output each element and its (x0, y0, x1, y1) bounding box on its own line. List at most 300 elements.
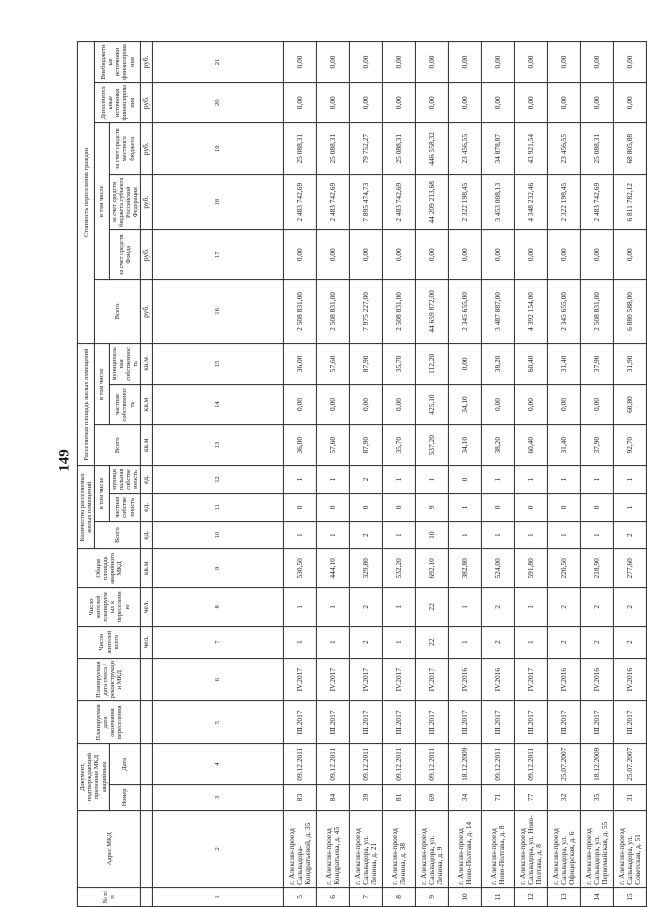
table-cell: 0,00 (548, 230, 581, 279)
table-cell: 0,00 (317, 384, 350, 425)
table-cell: III.2017 (614, 701, 647, 744)
table-cell: 1 (449, 626, 482, 658)
table-cell: 6 880 588,00 (614, 279, 647, 343)
table-cell: III.2017 (383, 701, 416, 744)
table-cell: 0,00 (515, 82, 548, 123)
table-cell: 69 (416, 785, 449, 811)
table-cell: 2 (482, 588, 515, 627)
table-cell: 0,00 (350, 82, 383, 123)
table-cell: 6 811 782,12 (614, 174, 647, 230)
table-cell: III.2017 (548, 701, 581, 744)
table-cell: IV.2016 (449, 658, 482, 701)
header-cost-total: Всего (95, 279, 141, 343)
column-number-cell: 8 (152, 588, 284, 627)
header-rooms-municipal: муниципальная собственность (109, 466, 141, 494)
table-cell: 2 345 655,00 (449, 279, 482, 343)
table-cell: 83 (284, 785, 317, 811)
table-cell: 34,10 (449, 384, 482, 425)
column-number-cell: 17 (152, 230, 284, 279)
table-cell: 444,10 (317, 549, 350, 588)
table-row (548, 42, 581, 907)
unit-cell: руб. (141, 42, 152, 83)
column-number-cell: 1 (152, 887, 284, 906)
header-doc-group: Документ, подтверждающий признание МКД аварийным (77, 744, 109, 810)
table-cell: 7 975 227,00 (350, 279, 383, 343)
table-cell: 2 (581, 588, 614, 627)
table-cell: 1 (284, 466, 317, 494)
table-cell: 57,60 (317, 344, 350, 385)
table-cell: 71 (482, 785, 515, 811)
table-cell: 36,00 (284, 425, 317, 466)
table-cell: 8 (383, 887, 416, 906)
unit-cell: кв.м (141, 384, 152, 425)
table-cell: 9 (416, 493, 449, 521)
header-doc-date: Дата (109, 744, 141, 785)
table-cell: 7 (350, 887, 383, 906)
address-cell: г. Алексин-проезд Кондратьева, д. 45 (317, 810, 350, 887)
table-cell: 1 (614, 466, 647, 494)
table-cell: 18.12.2009 (449, 744, 482, 785)
address-cell: г. Алексин-проезд Сальвадора, ул. Советская, д. 51 (614, 810, 647, 887)
address-cell: г. Алексин-проезд Сальвадора, ул. Офицерская, д. 6 (548, 810, 581, 887)
table-cell: 0,00 (449, 82, 482, 123)
table-cell: 2 (350, 521, 383, 549)
table-cell: III.2017 (350, 701, 383, 744)
table-cell: 84 (317, 785, 350, 811)
unit-cell: руб. (141, 230, 152, 279)
address-cell: г. Алексин-проезд Ново-Полтава, д. 8 (482, 810, 515, 887)
table-row (284, 42, 317, 907)
address-cell: г. Алексин-проезд Сальвадора, ул. Ленина, д. 9 (416, 810, 449, 887)
table-cell: 43 921,54 (515, 123, 548, 174)
table-cell: 23 456,55 (449, 123, 482, 174)
table-cell: 35,70 (383, 344, 416, 385)
table-cell: 0,00 (350, 42, 383, 83)
table-cell: IV.2017 (317, 658, 350, 701)
table-cell: III.2017 (515, 701, 548, 744)
table-cell: 09.12.2011 (284, 744, 317, 785)
header-row-1 (77, 42, 94, 907)
column-number-cell: 19 (152, 123, 284, 174)
table-cell: 14 (581, 887, 614, 906)
table-cell: 0 (350, 493, 383, 521)
table-cell: 0,00 (383, 384, 416, 425)
table-cell: 36,00 (284, 344, 317, 385)
header-rooms-total: Всего (95, 521, 141, 549)
table-cell: 25.07.2007 (614, 744, 647, 785)
column-number-cell: 11 (152, 493, 284, 521)
table-cell: 0,00 (614, 230, 647, 279)
table-cell: 0,00 (581, 384, 614, 425)
header-area-total: Общая площадь аварийного МКД (77, 549, 140, 588)
column-number-cell: 20 (152, 82, 284, 123)
unit-cell (141, 744, 152, 785)
table-cell: IV.2017 (350, 658, 383, 701)
table-cell: 22 (416, 588, 449, 627)
table-cell: 09.12.2011 (383, 744, 416, 785)
table-cell: 0,00 (482, 82, 515, 123)
unit-cell: руб. (141, 174, 152, 230)
header-cost-local: за счет средств местного бюджета (109, 123, 141, 174)
table-cell: 0,00 (317, 82, 350, 123)
table-row (383, 42, 416, 907)
header-residents-plan: Число жителей планируемых к переселению (77, 588, 140, 627)
table-cell: 38,20 (482, 425, 515, 466)
table-cell: 0,00 (350, 230, 383, 279)
table-cell: 2 (548, 626, 581, 658)
table-cell: 1 (449, 493, 482, 521)
table-cell: 2 483 742,69 (317, 174, 350, 230)
table-cell: III.2017 (416, 701, 449, 744)
header-sq-total: Всего (95, 425, 141, 466)
table-cell: III.2017 (581, 701, 614, 744)
column-number-cell: 21 (152, 42, 284, 83)
table-cell: 2 508 831,00 (317, 279, 350, 343)
unit-cell: руб. (141, 82, 152, 123)
table-cell: 530,50 (284, 549, 317, 588)
address-cell: г. Алексин-проезд Сальвадора, ул. Первомайская, д. 55 (581, 810, 614, 887)
table-cell: 09.12.2011 (482, 744, 515, 785)
table-cell: 1 (614, 493, 647, 521)
table-cell: 2 (614, 521, 647, 549)
table-cell: 692,10 (416, 549, 449, 588)
header-row-3 (109, 42, 141, 907)
table-cell: III.2017 (449, 701, 482, 744)
resettlement-table (77, 41, 647, 907)
unit-cell: руб. (141, 279, 152, 343)
address-cell: г. Алексин-проезд Сальвадора, ул. Ново-Полтава, д. 8 (515, 810, 548, 887)
table-cell: 0,00 (383, 82, 416, 123)
table-cell: 0,00 (515, 42, 548, 83)
table-cell: 0 (383, 493, 416, 521)
table-cell: 0,00 (614, 82, 647, 123)
unit-cell (141, 785, 152, 811)
table-cell: 2 (614, 626, 647, 658)
header-cost-group: Стоимость переселения граждан (77, 42, 94, 344)
header-cost-extra: Дополнительные источники финансирования (95, 82, 141, 123)
table-cell: 1 (482, 466, 515, 494)
table-cell: 0,00 (449, 230, 482, 279)
table-cell: IV.2016 (581, 658, 614, 701)
table-cell: 6 (317, 887, 350, 906)
table-cell: 35,70 (383, 425, 416, 466)
table-cell: 2 (350, 466, 383, 494)
table-cell: 0,00 (581, 42, 614, 83)
table-cell: 2 (350, 626, 383, 658)
table-cell: 220,50 (548, 549, 581, 588)
units-row (141, 42, 152, 907)
page-number: 149 (56, 449, 73, 472)
table-cell: 2 483 742,69 (284, 174, 317, 230)
table-cell: 39 (350, 785, 383, 811)
table-cell: 15 (614, 887, 647, 906)
table-cell: 09.12.2011 (416, 744, 449, 785)
unit-cell: руб. (141, 123, 152, 174)
table-cell: 2 322 198,45 (449, 174, 482, 230)
table-cell: 0,00 (350, 384, 383, 425)
table-cell: 537,20 (416, 425, 449, 466)
header-cost-fund: за счет средств Фонда (109, 230, 141, 279)
table-cell: 1 (548, 466, 581, 494)
table-cell: 2 508 831,00 (383, 279, 416, 343)
table-cell: 0,00 (449, 344, 482, 385)
table-cell: 218,90 (581, 549, 614, 588)
table-cell: 09.12.2011 (350, 744, 383, 785)
table-cell: 34,10 (449, 425, 482, 466)
header-demolish-plan: Планируемая дата сноса / реконструкции МКД (77, 658, 140, 701)
table-cell: 2 508 831,00 (284, 279, 317, 343)
table-cell: 1 (581, 466, 614, 494)
header-rooms-in-that: в том числе (95, 466, 109, 522)
table-cell: 10 (449, 887, 482, 906)
table-cell: 1 (416, 466, 449, 494)
table-cell: 37,90 (581, 425, 614, 466)
table-cell: 2 483 742,69 (581, 174, 614, 230)
address-cell: г. Алексин-проезд Сальвадора, ул. Ленина, д. 21 (350, 810, 383, 887)
header-sq-municipal: муниципальная собственность (109, 344, 141, 385)
header-rooms-private: частная собственность (109, 493, 141, 521)
table-cell: 446 558,32 (416, 123, 449, 174)
column-number-cell: 12 (152, 466, 284, 494)
table-cell: 25.07.2007 (548, 744, 581, 785)
table-cell: 60,80 (614, 384, 647, 425)
table-cell: 0,00 (449, 42, 482, 83)
table-cell: 44 209 213,68 (416, 174, 449, 230)
table-cell: 31 (614, 785, 647, 811)
table-cell: 7 895 474,73 (350, 174, 383, 230)
column-number-cell: 7 (152, 626, 284, 658)
table-cell: 0,00 (317, 230, 350, 279)
table-cell: 09.12.2011 (515, 744, 548, 785)
table-cell: 81 (383, 785, 416, 811)
table-cell: 0 (317, 493, 350, 521)
table-cell: 0,00 (581, 82, 614, 123)
table-cell: 35 (581, 785, 614, 811)
table-cell: 0,00 (548, 42, 581, 83)
table-cell: 2 508 831,00 (581, 279, 614, 343)
table-cell: 1 (317, 626, 350, 658)
table-cell: 1 (548, 521, 581, 549)
table-cell: 37,90 (581, 344, 614, 385)
table-cell: 0,00 (548, 82, 581, 123)
table-cell: 87,90 (350, 344, 383, 385)
table-cell: 25 088,31 (317, 123, 350, 174)
table-cell: 0,00 (515, 384, 548, 425)
table-cell: 68 805,88 (614, 123, 647, 174)
table-cell: III.2017 (482, 701, 515, 744)
table-cell: IV.2016 (614, 658, 647, 701)
table-cell: 0,00 (482, 230, 515, 279)
table-cell: 0,00 (317, 42, 350, 83)
table-cell: 0,00 (383, 42, 416, 83)
table-cell: 0 (548, 493, 581, 521)
column-number-cell: 9 (152, 549, 284, 588)
table-cell: 1 (449, 588, 482, 627)
unit-cell (141, 810, 152, 887)
header-doc-number: Номер (109, 785, 141, 811)
table-cell: 1 (317, 521, 350, 549)
table-cell: 532,20 (383, 549, 416, 588)
table-cell: IV.2016 (548, 658, 581, 701)
header-rooms-group: Количество расселяемых жилых помещений (77, 466, 94, 550)
table-row (449, 42, 482, 907)
table-cell: 31,40 (548, 344, 581, 385)
table-cell: 32 (548, 785, 581, 811)
unit-cell (141, 887, 152, 906)
table-cell: 2 483 742,69 (383, 174, 416, 230)
table-cell: 0,00 (383, 230, 416, 279)
column-number-cell: 18 (152, 174, 284, 230)
unit-cell: ед. (141, 521, 152, 549)
table-row (350, 42, 383, 907)
table-cell: 0,00 (581, 230, 614, 279)
table-cell: 382,80 (449, 549, 482, 588)
table-cell: 31,90 (614, 344, 647, 385)
table-cell: 23 456,55 (548, 123, 581, 174)
column-number-cell: 14 (152, 384, 284, 425)
table-cell: 0,00 (482, 42, 515, 83)
table-cell: 112,20 (416, 344, 449, 385)
table-cell: 2 (350, 588, 383, 627)
column-number-cell: 10 (152, 521, 284, 549)
table-cell: 0,00 (284, 42, 317, 83)
table-cell: 2 (581, 626, 614, 658)
table-cell: 0,00 (416, 42, 449, 83)
header-residents: Число жителей всего (77, 626, 140, 658)
table-cell: 0,00 (482, 384, 515, 425)
table-cell: 2 322 198,45 (548, 174, 581, 230)
column-number-cell: 2 (152, 810, 284, 887)
table-cell: 1 (383, 626, 416, 658)
table-cell: 10 (416, 521, 449, 549)
table-cell: 0,00 (284, 230, 317, 279)
header-cost-region: за счет средств бюджета субъекта Российской Федерации (109, 174, 141, 230)
column-number-cell: 3 (152, 785, 284, 811)
column-number-cell: 16 (152, 279, 284, 343)
table-cell: 44 659 872,00 (416, 279, 449, 343)
header-resettle-plan: Планируемая дата окончания переселения (77, 701, 140, 744)
table-cell: 1 (515, 521, 548, 549)
table-cell: 1 (383, 588, 416, 627)
table-cell: 2 (548, 588, 581, 627)
table-cell: 0,00 (284, 82, 317, 123)
table-cell: 87,90 (350, 425, 383, 466)
table-cell: IV.2017 (416, 658, 449, 701)
table-cell: 1 (284, 588, 317, 627)
table-cell: 1 (317, 588, 350, 627)
column-number-cell: 13 (152, 425, 284, 466)
table-cell: 0 (515, 493, 548, 521)
table-cell: 0,00 (614, 42, 647, 83)
table-cell: 1 (284, 626, 317, 658)
table-cell: 38,20 (482, 344, 515, 385)
table-cell: 1 (515, 588, 548, 627)
table-cell: 524,00 (482, 549, 515, 588)
header-cost-extra2: Внебюджетные источники финансирования (95, 42, 141, 83)
table-cell: 34 (449, 785, 482, 811)
table-cell: 57,60 (317, 425, 350, 466)
table-cell: 3 487 887,00 (482, 279, 515, 343)
table-cell: 92,70 (614, 425, 647, 466)
table-cell: 0,00 (416, 82, 449, 123)
table-cell: III.2017 (284, 701, 317, 744)
table-cell: 1 (515, 466, 548, 494)
table-cell: 34 878,87 (482, 123, 515, 174)
table-cell: 2 (614, 588, 647, 627)
unit-cell: чел. (141, 588, 152, 627)
address-cell: г. Алексин-проезд Ленина, д. 38 (383, 810, 416, 887)
table-cell: 1 (383, 521, 416, 549)
table-cell: 25 088,31 (383, 123, 416, 174)
table-cell: 31,40 (548, 425, 581, 466)
table-cell: 60,40 (515, 344, 548, 385)
table-cell: 25 088,31 (581, 123, 614, 174)
table-cell: 4 348 232,46 (515, 174, 548, 230)
table-cell: 0 (581, 493, 614, 521)
column-number-cell: 5 (152, 701, 284, 744)
table-cell: 1 (449, 521, 482, 549)
table-cell: 12 (515, 887, 548, 906)
header-sq-in-that: в том числе (95, 344, 109, 425)
table-cell: 77 (515, 785, 548, 811)
table-cell: 1 (515, 626, 548, 658)
table-cell: 1 (581, 521, 614, 549)
table-cell: 09.12.2011 (317, 744, 350, 785)
table-cell: IV.2017 (515, 658, 548, 701)
column-numbers-row (152, 42, 284, 907)
table-row (482, 42, 515, 907)
table-cell: IV.2016 (482, 658, 515, 701)
unit-cell (141, 658, 152, 701)
header-address: Адрес МКД (77, 810, 140, 887)
table-cell: 425,10 (416, 384, 449, 425)
table-cell: 22 (416, 626, 449, 658)
column-number-cell: 4 (152, 744, 284, 785)
table-cell: 25 088,31 (284, 123, 317, 174)
column-number-cell: 15 (152, 344, 284, 385)
header-sq-group: Расселяемая площадь жилых помещений (77, 344, 94, 466)
table-cell: 79 752,27 (350, 123, 383, 174)
unit-cell: чел. (141, 626, 152, 658)
unit-cell: кв.м (141, 549, 152, 588)
table-cell: III.2017 (317, 701, 350, 744)
table-cell: 0 (482, 493, 515, 521)
header-no: № п/п (77, 887, 140, 906)
table-cell: 1 (284, 521, 317, 549)
address-cell: г. Алексин-проезд Ново-Полтава, д. 14 (449, 810, 482, 887)
table-cell: 1 (482, 521, 515, 549)
table-cell: 3 453 008,13 (482, 174, 515, 230)
table-cell: 277,60 (614, 549, 647, 588)
table-cell: 0 (449, 466, 482, 494)
table-cell: 18.12.2009 (581, 744, 614, 785)
table-cell: 0,00 (416, 230, 449, 279)
table-cell: 0,00 (548, 384, 581, 425)
table-row (317, 42, 350, 907)
table-row (581, 42, 614, 907)
table-cell: 2 (482, 626, 515, 658)
table-cell: 4 392 154,00 (515, 279, 548, 343)
table-cell: IV.2017 (383, 658, 416, 701)
table-row (614, 42, 647, 907)
address-cell: г. Алексин-проезд Сальвадора-Кондратьевой, д. 35 (284, 810, 317, 887)
table-row (416, 42, 449, 907)
column-number-cell: 6 (152, 658, 284, 701)
table-cell: 329,80 (350, 549, 383, 588)
unit-cell: ед. (141, 493, 152, 521)
table-cell: 11 (482, 887, 515, 906)
table-cell: 2 345 655,00 (548, 279, 581, 343)
